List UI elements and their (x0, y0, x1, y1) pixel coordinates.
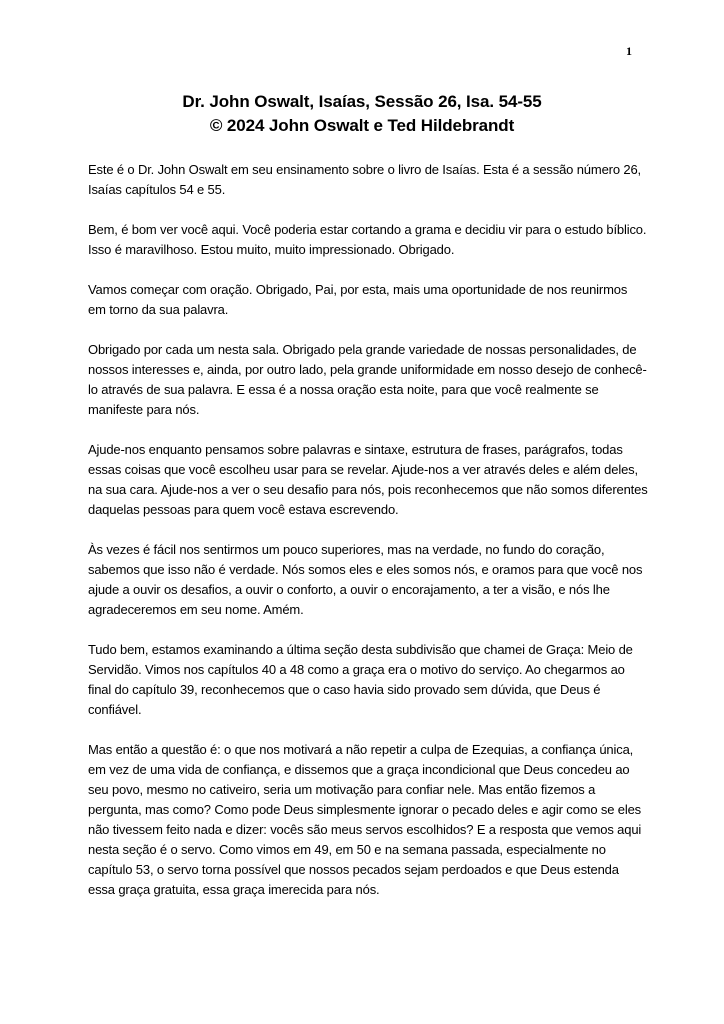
paragraph: Obrigado por cada um nesta sala. Obrigado pela grande variedade de nossas personalidades, de nossos interesses e, ainda, por outro lado, pela grande uniformidade em nosso desejo de conhecê-lo através de sua palavra. E essa é a nossa oração esta noite, para que você realmente se manifeste para nós. (88, 342, 647, 417)
document-body (88, 160, 648, 920)
paragraph: Tudo bem, estamos examinando a última seção desta subdivisão que chamei de Graça: Meio de Servidão. Vimos nos capítulos 40 a 48 como a graça era o motivo do serviço. Ao chegarmos ao final do capítulo 39, reconhecemos que o caso havia sido provado sem dúvida, que Deus é confiável. (88, 642, 633, 717)
paragraph: Ajude-nos enquanto pensamos sobre palavras e sintaxe, estrutura de frases, parágrafos, todas essas coisas que você escolheu usar para se revelar. Ajude-nos a ver através deles e além deles, na sua cara. Ajude-nos a ver o seu desafio para nós, pois reconhecemos que não somos diferentes daquelas pessoas para quem você estava escrevendo. (88, 442, 648, 517)
copyright-line: © 2024 John Oswalt e Ted Hildebrandt (209, 116, 515, 135)
paragraph: Vamos começar com oração. Obrigado, Pai, por esta, mais uma oportunidade de nos reunirmos em torno da sua palavra. (88, 282, 628, 317)
paragraph: Às vezes é fácil nos sentirmos um pouco superiores, mas na verdade, no fundo do coração, sabemos que isso não é verdade. Nós somos eles e eles somos nós, e oramos para que você nos ajude a ouvir os desafios, a ouvir o conforto, a ouvir o encorajamento, a ter a visão, e nós lhe agradeceremos em seu nome. Amém. (88, 542, 643, 617)
document-title (0, 90, 724, 138)
paragraph: Mas então a questão é: o que nos motivará a não repetir a culpa de Ezequias, a confiança única, em vez de uma vida de confiança, e dissemos que a graça incondicional que Deus concedeu ao seu povo, mesmo no cativeiro, seria um motivação para confiar nele. Mas então fizemos a pergunta, mas como? Como pode Deus simplesmente ignorar o pecado deles e agir como se eles não tivessem feito nada e dizer: vocês são meus servos escolhidos? E a resposta que vemos aqui nesta seção é o servo. Como vimos em 49, em 50 e na semana passada, especialmente no capítulo 53, o servo torna possível que nossos pecados sejam perdoados e que Deus estenda essa graça gratuita, essa graça imerecida para nós. (88, 742, 642, 897)
paragraph: Este é o Dr. John Oswalt em seu ensinamento sobre o livro de Isaías. Esta é a sessão número 26, Isaías capítulos 54 e 55. (88, 162, 641, 197)
title-line-1: Dr. John Oswalt, Isaías, Sessão 26, Isa. 54-55 (182, 92, 542, 111)
page-number: 1 (626, 44, 632, 58)
paragraph: Bem, é bom ver você aqui. Você poderia estar cortando a grama e decidiu vir para o estudo bíblico. Isso é maravilhoso. Estou muito, muito impressionado. Obrigado. (88, 222, 647, 257)
